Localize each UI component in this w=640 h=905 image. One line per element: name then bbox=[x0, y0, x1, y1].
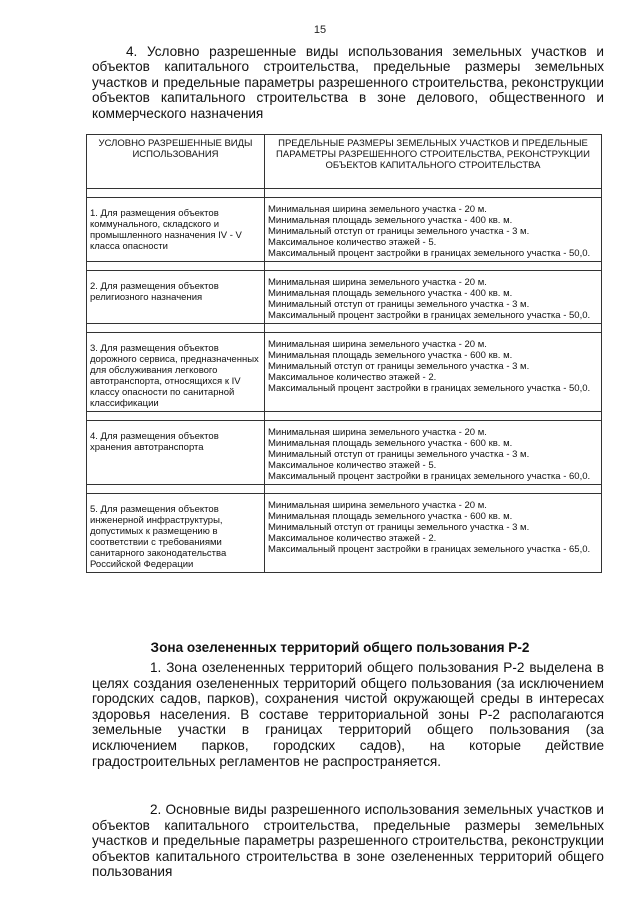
spacer-cell bbox=[87, 412, 265, 421]
spacer-cell bbox=[265, 189, 602, 198]
parameter-line: Максимальный процент застройки в границах земельного участка - 50,0. bbox=[268, 248, 591, 259]
table-row-spacer bbox=[87, 485, 602, 494]
regulations-table bbox=[86, 134, 602, 573]
parameter-line: Максимальное количество этажей - 5. bbox=[268, 237, 437, 248]
section-heading bbox=[92, 44, 604, 121]
spacer-cell bbox=[87, 324, 265, 333]
parameters-cell bbox=[265, 494, 602, 573]
permitted-use-cell: 2. Для размещения объектов религиозного назначения bbox=[87, 271, 265, 324]
parameter-line: Минимальная ширина земельного участка - 20 м. bbox=[268, 339, 487, 350]
parameter-line: Минимальная площадь земельного участка - 400 кв. м. bbox=[268, 288, 513, 299]
parameter-line: Минимальная площадь земельного участка - 600 кв. м. bbox=[268, 350, 513, 361]
spacer-cell bbox=[265, 324, 602, 333]
parameter-line: Максимальный процент застройки в границах земельного участка - 50,0. bbox=[268, 310, 591, 321]
permitted-use-cell: 4. Для размещения объектов хранения автотранспорта bbox=[87, 421, 265, 485]
spacer-cell bbox=[265, 262, 602, 271]
paragraph-2-text: 2. Основные виды разрешенного использования земельных участков и объектов капитального строительства, предельные размеры земельных участков и предельные параметры разрешенного строительства, реконструкции объектов капитального строительства в зоне озелененных территорий общего пользования bbox=[92, 802, 604, 880]
permitted-use-cell: 1. Для размещения объектов коммунального, складского и промышленного назначения IV - V класса опасности bbox=[87, 198, 265, 262]
parameters-cell bbox=[265, 333, 602, 412]
paragraph-main-uses bbox=[92, 802, 604, 880]
parameter-line: Минимальный отступ от границы земельного участка - 3 м. bbox=[268, 449, 530, 460]
section-heading-text: 4. Условно разрешенные виды использования земельных участков и объектов капитального строительства, предельные размеры земельных участков и предельные параметры разрешенного строительства, реконструкции объектов капитального строительства в зоне делового, общественного и коммерческого назначения bbox=[92, 44, 604, 121]
page-number: 15 bbox=[313, 24, 327, 36]
parameter-line: Минимальная площадь земельного участка - 400 кв. м. bbox=[268, 215, 513, 226]
parameters-cell bbox=[265, 271, 602, 324]
table-row-spacer bbox=[87, 324, 602, 333]
table-row-spacer bbox=[87, 189, 602, 198]
paragraph-1-text: 1. Зона озелененных территорий общего пользования Р-2 выделена в целях создания озелененных территорий общего пользования (за исключением городских садов, парков), сохранения чистой окружающей среды в интересах здоровья населения. В составе территориальной зоны Р-2 располагаются земельные участки в границах территорий общего пользования (за исключением парков, городских садов), на которые действие градостроительных регламентов не распространяется. bbox=[92, 660, 604, 769]
spacer-cell bbox=[87, 189, 265, 198]
parameter-line: Максимальный процент застройки в границах земельного участка - 65,0. bbox=[268, 544, 591, 555]
parameters-cell bbox=[265, 421, 602, 485]
table-row bbox=[87, 198, 602, 262]
table-header-row bbox=[87, 135, 602, 189]
parameter-line: Минимальная ширина земельного участка - 20 м. bbox=[268, 277, 487, 288]
table-row bbox=[87, 494, 602, 573]
parameter-line: Минимальная ширина земельного участка - 20 м. bbox=[268, 204, 487, 215]
parameter-line: Минимальный отступ от границы земельного участка - 3 м. bbox=[268, 226, 530, 237]
parameter-line: Максимальное количество этажей - 5. bbox=[268, 460, 437, 471]
parameter-line: Минимальная ширина земельного участка - 20 м. bbox=[268, 500, 487, 511]
table-body bbox=[87, 189, 602, 573]
parameter-line: Максимальный процент застройки в границах земельного участка - 50,0. bbox=[268, 383, 591, 394]
parameter-line: Минимальная площадь земельного участка - 600 кв. м. bbox=[268, 438, 513, 449]
parameter-line: Максимальное количество этажей - 2. bbox=[268, 372, 437, 383]
table-row bbox=[87, 271, 602, 324]
table-row-spacer bbox=[87, 262, 602, 271]
spacer-cell bbox=[87, 485, 265, 494]
spacer-cell bbox=[265, 412, 602, 421]
paragraph-zone-purpose bbox=[92, 660, 604, 769]
parameter-line: Минимальная ширина земельного участка - 20 м. bbox=[268, 427, 487, 438]
parameter-line: Максимальное количество этажей - 2. bbox=[268, 533, 437, 544]
header-limit-parameters: ПРЕДЕЛЬНЫЕ РАЗМЕРЫ ЗЕМЕЛЬНЫХ УЧАСТКОВ И ПРЕДЕЛЬНЫЕ ПАРАМЕТРЫ РАЗРЕШЕННОГО СТРОИТЕЛЬСТВА, РЕКОНСТРУКЦИИ ОБЪЕКТОВ КАПИТАЛЬНОГО СТРОИТЕЛЬСТВА bbox=[265, 135, 602, 189]
permitted-use-cell: 5. Для размещения объектов инженерной инфраструктуры, допустимых к размещению в соответствии с требованиями санитарного законодательства Российской Федерации bbox=[87, 494, 265, 573]
parameter-line: Максимальный процент застройки в границах земельного участка - 60,0. bbox=[268, 471, 591, 482]
header-permitted-uses: УСЛОВНО РАЗРЕШЕННЫЕ ВИДЫ ИСПОЛЬЗОВАНИЯ bbox=[87, 135, 265, 189]
spacer-cell bbox=[265, 485, 602, 494]
zone-title: Зона озелененных территорий общего пользования Р-2 bbox=[150, 640, 530, 655]
table-row bbox=[87, 333, 602, 412]
parameter-line: Минимальная площадь земельного участка - 600 кв. м. bbox=[268, 511, 513, 522]
table-row-spacer bbox=[87, 412, 602, 421]
parameter-line: Минимальный отступ от границы земельного участка - 3 м. bbox=[268, 299, 530, 310]
parameters-cell bbox=[265, 198, 602, 262]
spacer-cell bbox=[87, 262, 265, 271]
parameter-line: Минимальный отступ от границы земельного участка - 3 м. bbox=[268, 361, 530, 372]
parameter-line: Минимальный отступ от границы земельного участка - 3 м. bbox=[268, 522, 530, 533]
permitted-use-cell: 3. Для размещения объектов дорожного сервиса, предназначенных для обслуживания легкового автотранспорта, относящихся к IV классу опасности по санитарной классификации bbox=[87, 333, 265, 412]
table-row bbox=[87, 421, 602, 485]
